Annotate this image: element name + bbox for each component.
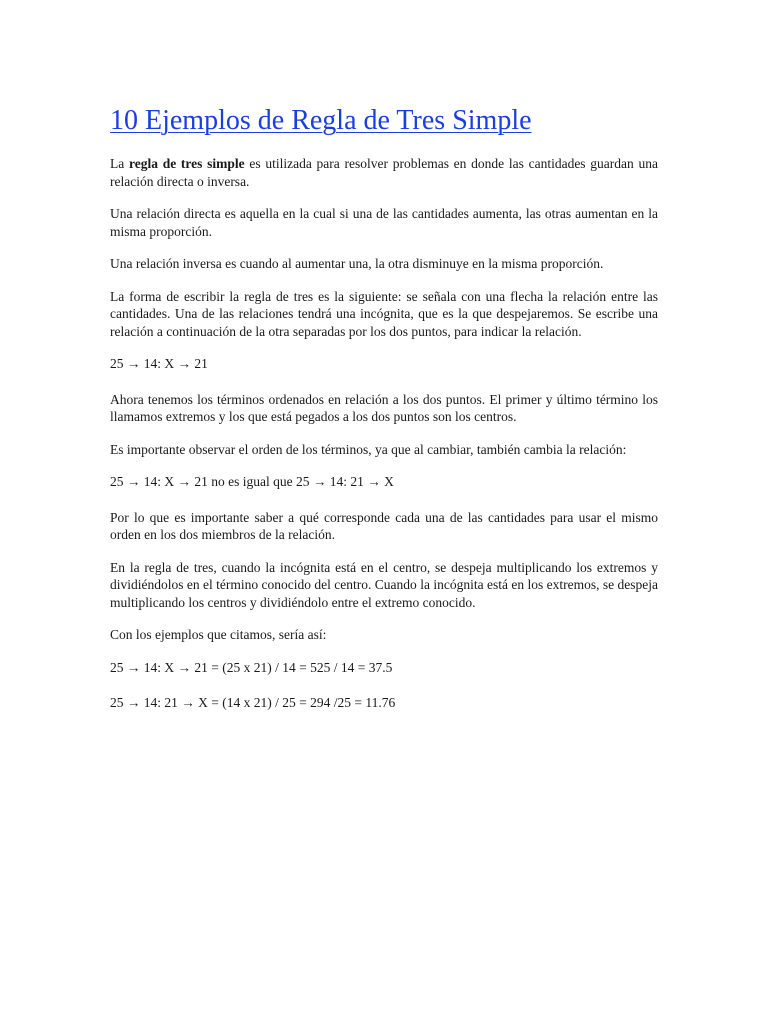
document-title bbox=[110, 104, 658, 138]
paragraph-terms: Ahora tenemos los términos ordenados en relación a los dos puntos. El primer y último término los llamamos extremos y los que está pegados a los dos puntos son los centros. bbox=[110, 391, 658, 424]
equation-comparison: 25 → 14: X → 21 no es igual que 25 → 14: 21 → X bbox=[110, 474, 394, 489]
equation-solution-2: 25 → 14: 21 → X = (14 x 21) / 25 = 294 /25 = 11.76 bbox=[110, 695, 396, 710]
document-page bbox=[110, 104, 658, 730]
paragraph-solving: En la regla de tres, cuando la incógnita está en el centro, se despeja multiplicando los extremos y dividiéndolos en el término conocido del centro. Cuando la incógnita está en los extremos, se despeja multiplicando los centros y dividiéndolo entre el extremo conocido. bbox=[110, 559, 658, 610]
paragraph-examples-intro: Con los ejemplos que citamos, sería así: bbox=[110, 627, 327, 642]
intro-paragraph bbox=[110, 155, 658, 190]
intro-bold-term: regla de tres simple bbox=[128, 156, 245, 171]
intro-rest: es utilizada para resolver problemas en donde las cantidades guardan una relación directa o inversa. bbox=[110, 156, 658, 189]
equation-solution-1: 25 → 14: X → 21 = (25 x 21) / 14 = 525 / 14 = 37.5 bbox=[110, 659, 393, 675]
paragraph-direct-relation: Una relación directa es aquella en la cual si una de las cantidades aumenta, las otras aumentan en la misma proporción. bbox=[110, 206, 658, 239]
equation-example: 25 → 14: X → 21 bbox=[110, 356, 208, 371]
title-link[interactable]: 10 Ejemplos de Regla de Tres Simple bbox=[110, 105, 532, 136]
intro-lead: La bbox=[110, 156, 129, 171]
paragraph-order: Es importante observar el orden de los términos, ya que al cambiar, también cambia la relación: bbox=[110, 441, 627, 457]
paragraph-inverse-relation: Una relación inversa es cuando al aumentar una, la otra disminuye en la misma proporción. bbox=[110, 256, 604, 271]
paragraph-notation: La forma de escribir la regla de tres es la siguiente: se señala con una flecha la relación entre las cantidades. Una de las relaciones tendrá una incógnita, que es la que despejaremos. Se escribe una relación a continuación de la otra separadas por los dos puntos, para indicar la relación. bbox=[110, 288, 658, 339]
paragraph-correspondence: Por lo que es importante saber a qué corresponde cada una de las cantidades para usar el mismo orden en los dos miembros de la relación. bbox=[110, 509, 658, 542]
